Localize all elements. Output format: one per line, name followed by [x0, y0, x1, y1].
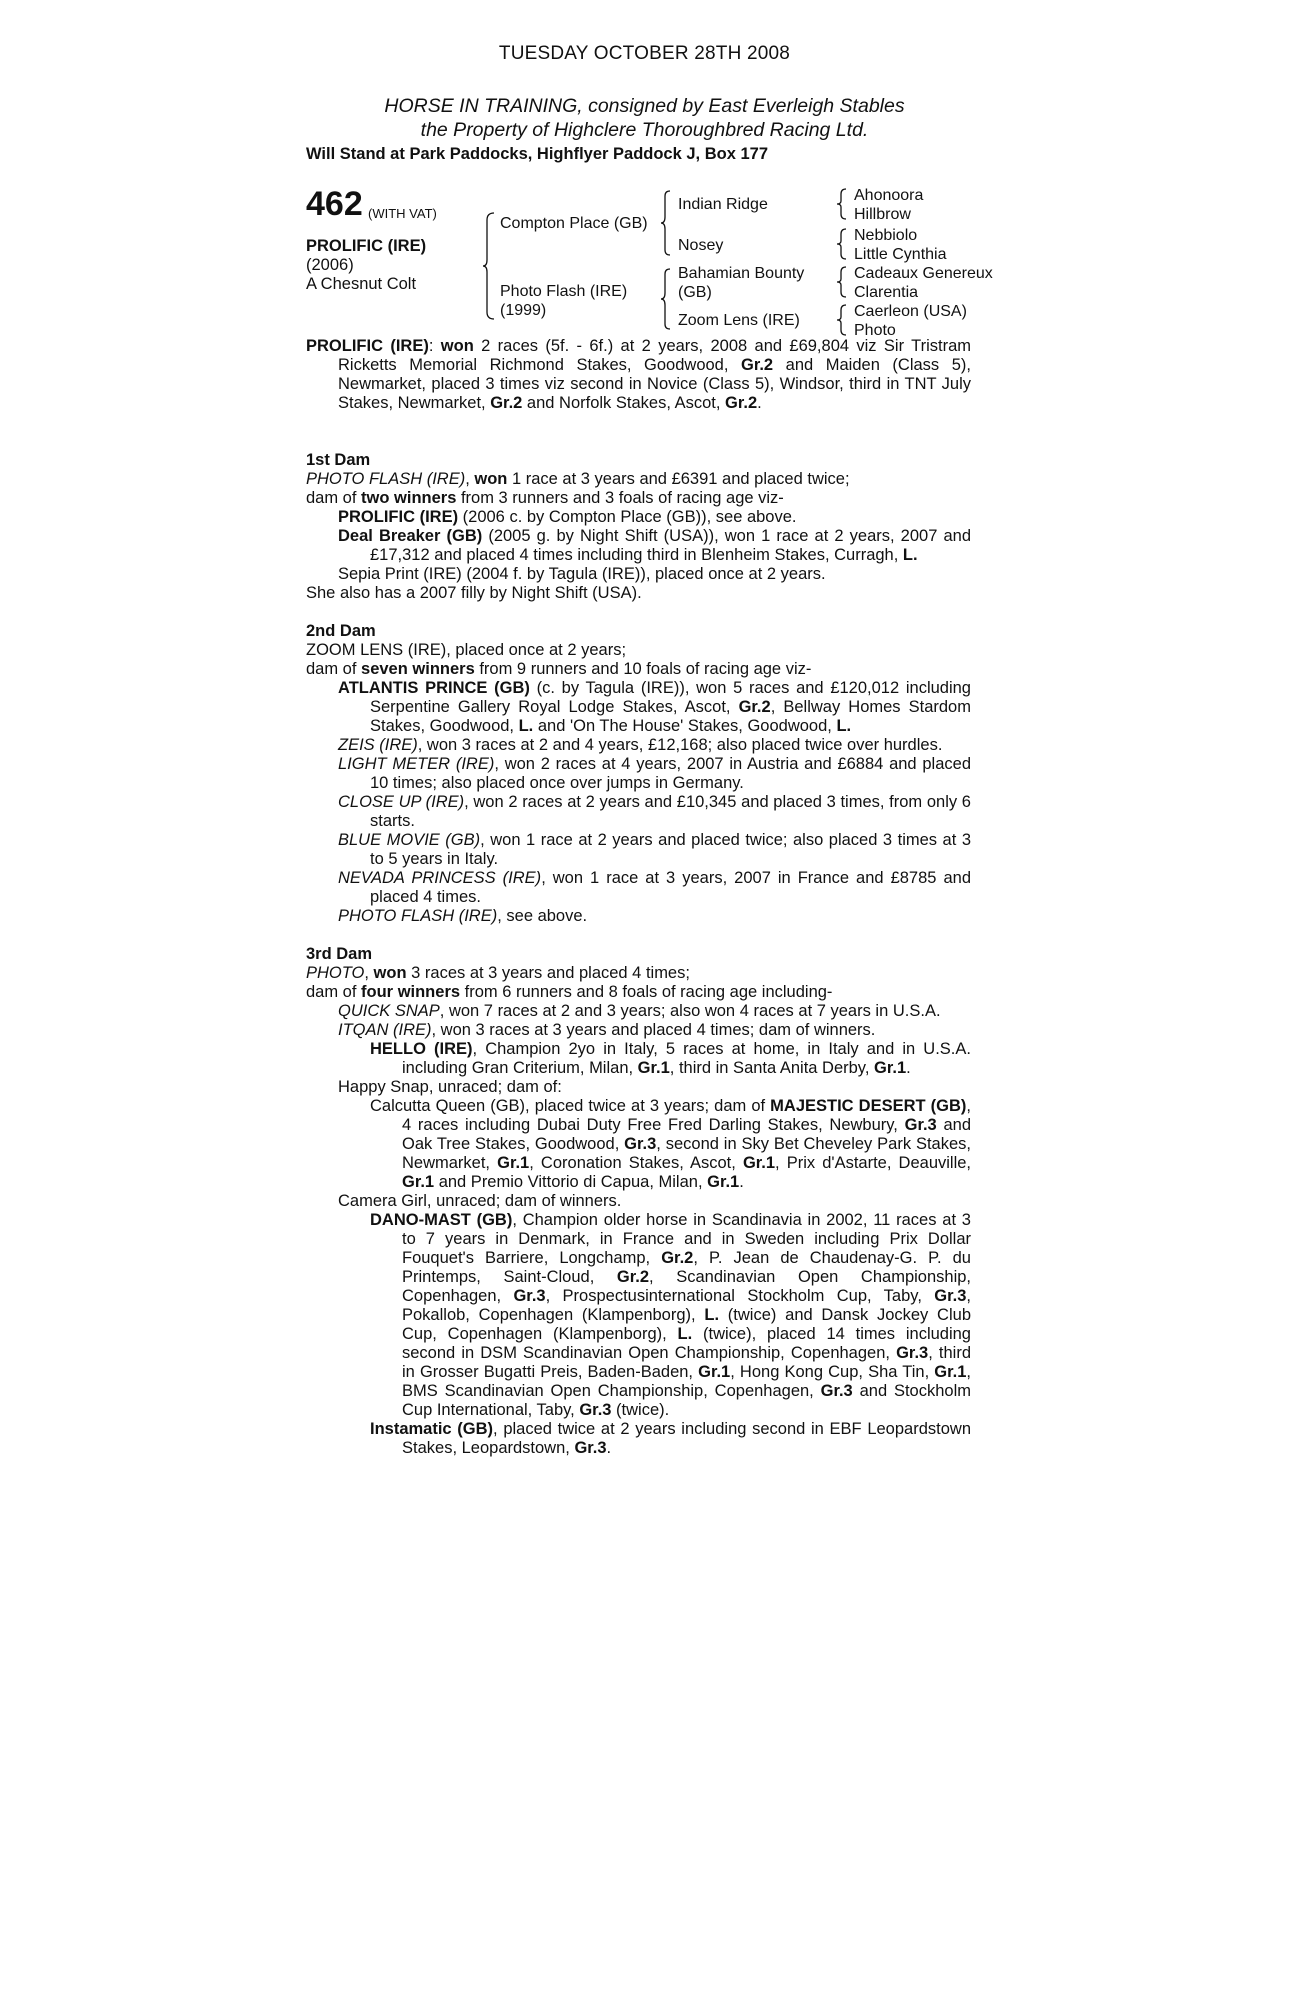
pedigree-sss: Ahonoora: [854, 187, 924, 204]
first-dam-produce-3: Sepia Print (IRE) (2004 f. by Tagula (IRE)), placed once at 2 years.: [338, 565, 826, 583]
second-dam-produce-7: PHOTO FLASH (IRE), see above.: [338, 907, 588, 925]
first-dam-produce-1: PROLIFIC (IRE) (2006 c. by Compton Place (GB)), see above.: [338, 508, 797, 526]
second-dam-produce-summary: dam of seven winners from 9 runners and 10 foals of racing age viz-: [306, 660, 812, 678]
first-dam-produce-2: Deal Breaker (GB) (2005 g. by Night Shift (USA)), won 1 race at 2 years, 2007 and £17,312 and placed 4 times including third in Blenheim Stakes, Curragh, L.: [338, 527, 971, 564]
pedigree-bracket-2: [660, 190, 674, 256]
second-dam-produce-3: LIGHT METER (IRE), won 2 races at 4 years, 2007 in Austria and £6884 and placed 10 times; also placed once over jumps in Germany.: [338, 755, 971, 792]
second-dam-produce-6: NEVADA PRINCESS (IRE), won 1 race at 3 years, 2007 in France and £8785 and placed 4 times.: [338, 869, 971, 906]
second-dam-produce-2: ZEIS (IRE), won 3 races at 2 and 4 years, £12,168; also placed twice over hurdles.: [338, 736, 943, 754]
third-dam-grandproduce-instamatic: Instamatic (GB), placed twice at 2 years including second in EBF Leopardstown Stakes, Leopardstown, Gr.3.: [370, 1420, 971, 1457]
third-dam-produce-4: Camera Girl, unraced; dam of winners.: [338, 1192, 622, 1210]
horse-description: A Chesnut Colt: [306, 275, 417, 293]
third-dam-produce-1: QUICK SNAP, won 7 races at 2 and 3 years; also won 4 races at 7 years in U.S.A.: [338, 1002, 941, 1020]
third-dam-grandproduce-calcutta: Calcutta Queen (GB), placed twice at 3 years; dam of MAJESTIC DESERT (GB), 4 races including Dubai Duty Free Fred Darling Stakes, Newbury, Gr.3 and Oak Tree Stakes, Goodwood, Gr.3, second in Sky Bet Cheveley Park Stakes, Newmarket, Gr.1, Coronation Stakes, Ascot, Gr.1, Prix d'Astarte, Deauville, Gr.1 and Premio Vittorio di Capua, Milan, Gr.1.: [370, 1097, 971, 1191]
consignment-line-1: HORSE IN TRAINING, consigned by East Everleigh Stables: [384, 95, 905, 117]
second-dam-produce-5: BLUE MOVIE (GB), won 1 race at 2 years and placed twice; also placed 3 times at 3 to 5 years in Italy.: [338, 831, 971, 868]
pedigree-sire-sire: Indian Ridge: [678, 196, 768, 213]
pedigree-ddd: Photo: [854, 322, 896, 339]
third-dam-produce-2: ITQAN (IRE), won 3 races at 3 years and placed 4 times; dam of winners.: [338, 1021, 876, 1039]
first-dam-line: PHOTO FLASH (IRE), won 1 race at 3 years and £6391 and placed twice;: [306, 470, 850, 488]
pedigree-sds: Nebbiolo: [854, 227, 918, 244]
first-dam-note: She also has a 2007 filly by Night Shift (USA).: [306, 584, 642, 602]
race-summary: PROLIFIC (IRE): won 2 races (5f. - 6f.) at 2 years, 2008 and £69,804 viz Sir Tristram Ricketts Memorial Richmond Stakes, Goodwood, Gr.2 and Maiden (Class 5), Newmarket, placed 3 times viz second in Novice (Class 5), Windsor, third in TNT July Stakes, Newmarket, Gr.2 and Norfolk Stakes, Ascot, Gr.2.: [306, 337, 971, 412]
second-dam-produce-4: CLOSE UP (IRE), won 2 races at 2 years and £10,345 and placed 3 times, from only 6 starts.: [338, 793, 971, 830]
second-dam-heading: 2nd Dam: [306, 622, 376, 640]
pedigree-ssd: Hillbrow: [854, 206, 911, 223]
pedigree-bracket-1: [482, 212, 498, 320]
pedigree-dds: Caerleon (USA): [854, 303, 967, 320]
first-dam-produce-summary: dam of two winners from 3 runners and 3 foals of racing age viz-: [306, 489, 784, 507]
second-dam-line: ZOOM LENS (IRE), placed once at 2 years;: [306, 641, 627, 659]
third-dam-produce-3: Happy Snap, unraced; dam of:: [338, 1078, 562, 1096]
pedigree-dam-line-1: Photo Flash (IRE): [500, 283, 628, 300]
pedigree-bracket-3: [660, 268, 674, 330]
pedigree-bracket-7: [836, 304, 850, 336]
pedigree-bracket-5: [836, 228, 850, 260]
horse-name: PROLIFIC (IRE): [306, 237, 427, 255]
third-dam-heading: 3rd Dam: [306, 945, 373, 963]
consignment-line-2: the Property of Highclere Thoroughbred Racing Ltd.: [420, 119, 869, 141]
pedigree-sdd: Little Cynthia: [854, 246, 947, 263]
catalogue-body: [306, 337, 971, 1458]
pedigree-bracket-6: [836, 266, 850, 298]
pedigree-bracket-4: [836, 188, 850, 220]
pedigree-dam-line-2: (1999): [500, 302, 547, 319]
sale-date: TUESDAY OCTOBER 28TH 2008: [498, 43, 791, 64]
pedigree-dss: Cadeaux Genereux: [854, 265, 993, 282]
third-dam-produce-summary: dam of four winners from 6 runners and 8 foals of racing age including-: [306, 983, 833, 1001]
pedigree-dam-dam: Zoom Lens (IRE): [678, 312, 800, 329]
stand-location: Will Stand at Park Paddocks, Highflyer Paddock J, Box 177: [306, 145, 768, 163]
pedigree-dam-sire-line-2: (GB): [678, 284, 712, 301]
horse-year: (2006): [306, 256, 354, 274]
second-dam-produce-1: ATLANTIS PRINCE (GB) (c. by Tagula (IRE)), won 5 races and £120,012 including Serpentine Gallery Royal Lodge Stakes, Ascot, Gr.2, Bellway Homes Stardom Stakes, Goodwood, L. and 'On The House' Stakes, Goodwood, L.: [338, 679, 971, 735]
pedigree-dam-sire-line-1: Bahamian Bounty: [678, 265, 805, 282]
pedigree-sire-dam: Nosey: [678, 237, 724, 254]
first-dam-heading: 1st Dam: [306, 451, 371, 469]
third-dam-line: PHOTO, won 3 races at 3 years and placed 4 times;: [306, 964, 690, 982]
lot-vat: (WITH VAT): [368, 206, 437, 221]
pedigree-sire: Compton Place (GB): [500, 215, 648, 232]
lot-number: 462: [306, 185, 363, 223]
pedigree-dsd: Clarentia: [854, 284, 919, 301]
third-dam-grandproduce-dano-mast: DANO-MAST (GB), Champion older horse in Scandinavia in 2002, 11 races at 3 to 7 years in Denmark, in France and in Sweden including Prix Dollar Fouquet's Barriere, Longchamp, Gr.2, P. Jean de Chaudenay-G. P. du Printemps, Saint-Cloud, Gr.2, Scandinavian Open Championship, Copenhagen, Gr.3, Prospectusinternational Stockholm Cup, Taby, Gr.3, Pokallob, Copenhagen (Klampenborg), L. (twice) and Dansk Jockey Club Cup, Copenhagen (Klampenborg), L. (twice), placed 14 times including second in DSM Scandinavian Open Championship, Copenhagen, Gr.3, third in Grosser Bugatti Preis, Baden-Baden, Gr.1, Hong Kong Cup, Sha Tin, Gr.1, BMS Scandinavian Open Championship, Copenhagen, Gr.3 and Stockholm Cup International, Taby, Gr.3 (twice).: [370, 1211, 972, 1419]
third-dam-grandproduce-hello: HELLO (IRE), Champion 2yo in Italy, 5 races at home, in Italy and in U.S.A. including Gran Criterium, Milan, Gr.1, third in Santa Anita Derby, Gr.1.: [370, 1040, 971, 1077]
